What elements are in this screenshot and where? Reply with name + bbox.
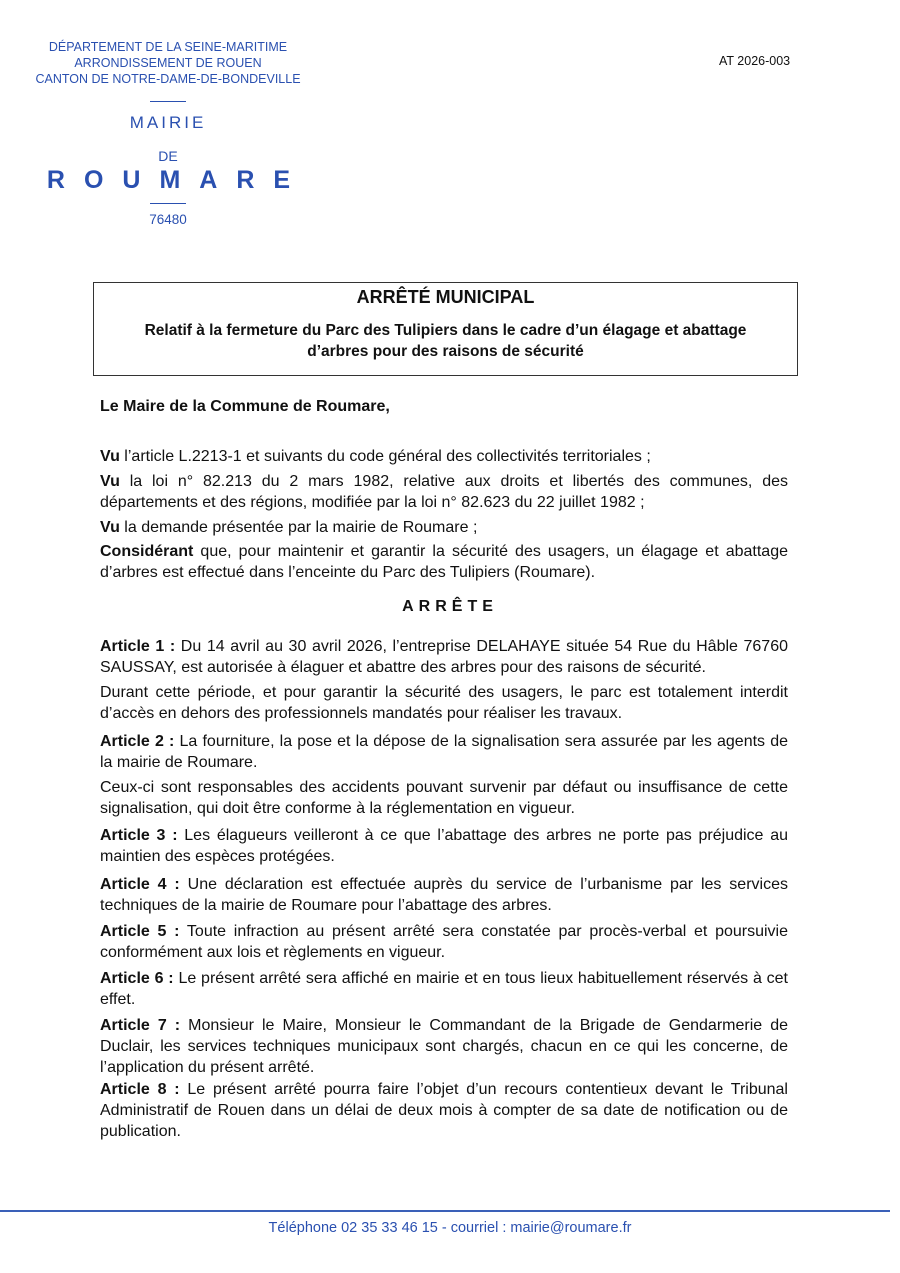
text: la loi n° 82.213 du 2 mars 1982, relative aux droits et libertés des communes, des départements et des régions, modifiée par la loi n° 82.623 du 22 juillet 1982 ; <box>100 473 788 511</box>
lead: Article 2 : <box>100 733 175 750</box>
article <box>100 874 788 916</box>
lead: Vu <box>100 448 120 465</box>
de-label: DE <box>158 148 178 164</box>
lead: Article 1 : <box>100 638 176 655</box>
text: Le présent arrêté pourra faire l’objet d’un recours contentieux devant le Tribunal Administratif de Rouen dans un délai de deux mois à compter de sa date de notification ou de publication. <box>100 1081 788 1140</box>
article <box>100 636 788 678</box>
canton-line: CANTON DE NOTRE-DAME-DE-BONDEVILLE <box>35 72 301 86</box>
article-paragraph <box>100 682 788 724</box>
town-name: ROUMARE <box>46 166 310 194</box>
administrative-header <box>30 39 306 87</box>
article <box>100 825 788 867</box>
document-reference: AT 2026-003 <box>719 54 791 68</box>
text: l’article L.2213-1 et suivants du code général des collectivités territoriales ; <box>119 448 651 465</box>
lead: Article 4 : <box>100 876 180 893</box>
lead: Article 7 : <box>100 1017 181 1034</box>
consideration <box>100 541 788 583</box>
lead: Article 5 : <box>100 923 180 940</box>
department-line: DÉPARTEMENT DE LA SEINE-MARITIME <box>48 40 288 54</box>
lead: Considérant <box>100 543 194 560</box>
text: Ceux-ci sont responsables des accidents pouvant survenir par défaut ou insuffisance de cette signalisation, qui doit être conforme à la réglementation en vigueur. <box>100 779 788 817</box>
text: Les élagueurs veilleront à ce que l’abattage des arbres ne porte pas préjudice au maintien des espèces protégées. <box>100 827 788 865</box>
article <box>100 968 788 1010</box>
article <box>100 1079 788 1142</box>
text: que, pour maintenir et garantir la sécurité des usagers, un élagage et abattage d’arbres est effectué dans l’enceinte du Parc des Tulipiers (Roumare). <box>100 543 788 581</box>
consideration <box>100 446 788 467</box>
article <box>100 921 788 963</box>
consideration <box>100 517 788 538</box>
text: La fourniture, la pose et la dépose de la signalisation sera assurée par les agents de la mairie de Roumare. <box>100 733 788 771</box>
article-paragraph <box>100 777 788 819</box>
text: Du 14 avril au 30 avril 2026, l’entreprise DELAHAYE située 54 Rue du Hâble 76760 SAUSSAY, est autorisée à élaguer et abattre des arbres pour des raisons de sécurité. <box>100 638 789 676</box>
document-title: ARRÊTÉ MUNICIPAL <box>356 287 535 307</box>
consideration <box>100 471 788 513</box>
lead: Article 6 : <box>100 970 174 987</box>
footer-contact: Téléphone 02 35 33 46 15 - courriel : mairie@roumare.fr <box>268 1220 632 1236</box>
divider <box>150 101 186 102</box>
mairie-label: MAIRIE <box>129 113 207 132</box>
lead: Article 8 : <box>100 1081 180 1098</box>
arrondissement-line: ARRONDISSEMENT DE ROUEN <box>74 56 262 70</box>
text: Le présent arrêté sera affiché en mairie et en tous lieux habituellement réservés à cet effet. <box>100 970 788 1008</box>
lead: Vu <box>100 473 120 490</box>
postcode: 76480 <box>149 212 187 227</box>
opening-line: Le Maire de la Commune de Roumare, <box>100 398 390 415</box>
title-box <box>93 282 798 376</box>
text: Une déclaration est effectuée auprès du service de l’urbanisme par les services techniques de la mairie de Roumare pour l’abattage des arbres. <box>100 876 788 914</box>
text: Durant cette période, et pour garantir la sécurité des usagers, le parc est totalement interdit d’accès en dehors des professionnels mandatés pour réaliser les travaux. <box>100 684 788 722</box>
lead: Vu <box>100 519 120 536</box>
text: Monsieur le Maire, Monsieur le Commandant de la Brigade de Gendarmerie de Duclair, les services techniques municipaux sont chargés, chacun en ce qui les concerne, de l’application du présent arrêté. <box>100 1017 788 1076</box>
arrete-heading: ARRÊTE <box>402 598 498 615</box>
text: la demande présentée par la mairie de Roumare ; <box>119 519 478 536</box>
lead: Article 3 : <box>100 827 178 844</box>
document-subtitle: Relatif à la fermeture du Parc des Tulipiers dans le cadre d’un élagage et abattage d’arbres pour des raisons de sécurité <box>144 322 747 360</box>
footer-divider <box>0 1210 890 1212</box>
text: Toute infraction au présent arrêté sera constatée par procès-verbal et poursuivie conformément aux lois et règlements en vigueur. <box>100 923 789 961</box>
article <box>100 731 788 773</box>
divider <box>150 203 186 204</box>
article <box>100 1015 788 1078</box>
